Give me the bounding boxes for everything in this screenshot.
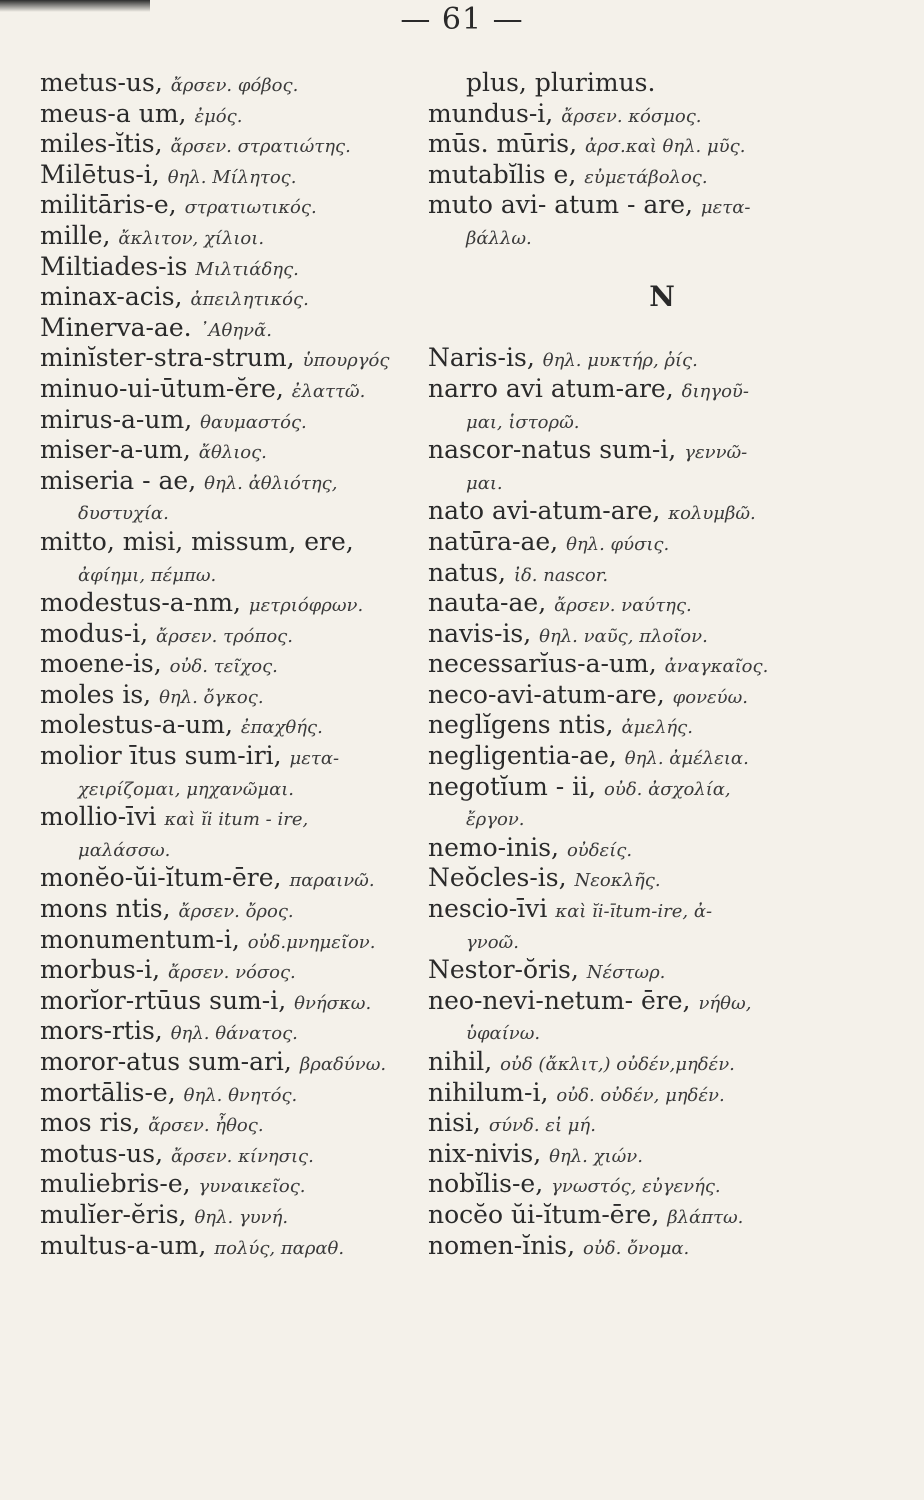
greek-definition: θηλ. ὄγκος. [159, 686, 264, 708]
dictionary-entry-line [40, 588, 420, 619]
dictionary-entry-line [428, 558, 898, 589]
latin-headword: monĕo-ŭi-ĭtum-ēre, [40, 863, 282, 893]
greek-definition: βλάπτω. [667, 1206, 744, 1228]
dictionary-entry-line [40, 955, 420, 986]
dictionary-entry-line [428, 986, 898, 1017]
dictionary-entry-line [40, 1078, 420, 1109]
dictionary-entry-line [428, 1139, 898, 1170]
latin-headword: nihilum-i, [428, 1077, 549, 1107]
dictionary-entry-line [428, 1231, 898, 1262]
left-column [40, 68, 420, 1261]
latin-headword: Milētus-i, [40, 159, 160, 189]
dictionary-entry-line [40, 741, 420, 772]
dictionary-entry-line [40, 680, 420, 711]
greek-definition: στρατιωτικός. [184, 197, 317, 219]
latin-headword: nisi, [428, 1108, 481, 1138]
greek-definition: ἄρσεν. κίνησις. [171, 1145, 314, 1167]
greek-definition: νήθω, [698, 992, 752, 1014]
dictionary-entry-line [428, 252, 898, 283]
latin-headword: moene-is, [40, 649, 162, 679]
dictionary-entry-line [428, 129, 898, 160]
latin-headword: nato avi-atum-are, [428, 496, 661, 526]
dictionary-entry-line [428, 1200, 898, 1231]
latin-headword: negligentia-ae, [428, 741, 617, 771]
latin-headword: minax-acis, [40, 282, 183, 312]
dictionary-entry-line [40, 160, 420, 191]
greek-definition: γνοῶ. [466, 931, 519, 953]
dictionary-entry-line [428, 741, 898, 772]
greek-definition: ἀφίημι, πέμπω. [78, 564, 217, 586]
latin-headword: necessarĭus-a-um, [428, 649, 657, 679]
greek-definition: ἄρσεν. νόσος. [168, 962, 296, 984]
dictionary-entry-line [428, 802, 898, 833]
greek-definition: θηλ. ναῦς, πλοῖον. [539, 625, 708, 647]
greek-definition: οὐδείς. [566, 839, 633, 861]
latin-headword: narro avi atum-are, [428, 373, 674, 403]
greek-definition: μαι. [466, 472, 503, 494]
dictionary-entry-line [40, 619, 420, 650]
latin-headword: mons ntis, [40, 894, 171, 924]
latin-headword: moles is, [40, 679, 152, 709]
latin-headword: mille, [40, 220, 111, 250]
dictionary-entry-line [428, 1078, 898, 1109]
greek-definition: εὐμετάβολος. [584, 166, 708, 188]
greek-definition: χειρίζομαι, μηχανῶμαι. [78, 778, 295, 800]
latin-headword: neglĭgens ntis, [428, 710, 614, 740]
dictionary-entry-line [40, 649, 420, 680]
dictionary-entry-line [40, 99, 420, 130]
greek-definition: βραδύνω. [299, 1054, 387, 1075]
greek-definition: μαι, ἱστορῶ. [466, 411, 580, 433]
dictionary-entry-line [428, 435, 898, 466]
latin-headword: natūra-ae, [428, 526, 559, 556]
section-letter-heading: N [649, 280, 677, 314]
latin-headword: plus, plurimus. [466, 68, 656, 97]
greek-definition: θνήσκω. [294, 992, 372, 1014]
dictionary-entry-line [428, 374, 898, 405]
greek-definition: οὐδ. τεῖχος. [169, 656, 278, 678]
latin-headword: mirus-a-um, [40, 404, 193, 434]
latin-headword: miser-a-um, [40, 435, 191, 465]
dictionary-entry-line [40, 343, 420, 374]
dictionary-entry-line [428, 1047, 898, 1078]
dictionary-entry-line [40, 282, 420, 313]
greek-definition: ἄρσεν. τρόπος. [156, 625, 293, 647]
dictionary-entry-line [40, 925, 420, 956]
dictionary-entry-line [428, 1016, 898, 1047]
latin-headword: motus-us, [40, 1138, 164, 1168]
latin-headword: navis-is, [428, 618, 532, 648]
dictionary-entry-line [40, 710, 420, 741]
latin-headword: Neŏcles-is, [428, 863, 567, 893]
greek-definition: καὶ ĭi itum - ire, [164, 809, 309, 831]
dictionary-entry-line [40, 1016, 420, 1047]
dictionary-entry-line [40, 772, 420, 803]
greek-definition: ᾿Αθηνᾶ. [199, 319, 272, 341]
greek-definition: δυστυχία. [78, 503, 169, 525]
dictionary-entry-line [40, 496, 420, 527]
dictionary-entry-line [428, 1108, 898, 1139]
greek-definition: ἄκλιτον, χίλιοι. [118, 227, 265, 249]
greek-definition: θηλ. μυκτήρ, ῥίς. [542, 350, 698, 372]
latin-headword: molior ītus sum-iri, [40, 741, 282, 771]
greek-definition: ἔργον. [466, 809, 525, 831]
latin-headword: nihil, [428, 1047, 493, 1076]
greek-definition: ἀμελής. [621, 717, 693, 739]
dictionary-entry-line [428, 466, 898, 497]
dictionary-entry-line [40, 1139, 420, 1170]
dictionary-entry-line [428, 527, 898, 558]
latin-headword: miles-ĭtis, [40, 129, 163, 159]
latin-headword: miseria - ae, [40, 465, 197, 495]
greek-definition: ἄρσεν. ἦθος. [148, 1115, 264, 1137]
greek-definition: ἄρσεν. κόσμος. [561, 105, 702, 127]
greek-definition: ὑπουργός [302, 350, 390, 372]
latin-headword: meus-a um, [40, 98, 187, 128]
dictionary-entry-line [40, 1047, 420, 1078]
greek-definition: κολυμβῶ. [668, 503, 756, 525]
latin-headword: nascor-natus sum-i, [428, 435, 677, 465]
latin-headword: metus-us, [40, 68, 163, 97]
dictionary-entry-line [40, 68, 420, 99]
greek-definition: θηλ. ἀθλιότης, [204, 472, 338, 494]
dictionary-entry-line [40, 1169, 420, 1200]
dictionary-entry-line [428, 343, 898, 374]
dictionary-entry-line [40, 986, 420, 1017]
latin-headword: nemo-inis, [428, 832, 559, 862]
latin-headword: nescio-īvi [428, 894, 548, 924]
dictionary-entry-line [40, 252, 420, 283]
latin-headword: muto avi- atum - are, [428, 190, 693, 220]
dictionary-entry-line [40, 466, 420, 497]
dictionary-entry-line [40, 894, 420, 925]
greek-definition: μετα- [289, 748, 340, 770]
greek-definition: ὑφαίνω. [466, 1023, 541, 1045]
greek-definition: μετριόφρων. [248, 595, 364, 617]
greek-definition: φονεύω. [672, 686, 749, 708]
latin-headword: mors-rtis, [40, 1016, 163, 1046]
greek-definition: ἐμός. [194, 105, 243, 127]
latin-headword: mutabĭlis e, [428, 159, 577, 189]
dictionary-entry-line [40, 313, 420, 344]
dictionary-entry-line [40, 405, 420, 436]
greek-definition: ἄρσεν. ὄρος. [178, 901, 294, 923]
latin-headword: mollio-īvi [40, 802, 157, 832]
dictionary-entry-line [428, 894, 898, 925]
greek-definition: ἐπαχθής. [240, 717, 323, 739]
greek-definition: ἀρσ.καὶ θηλ. μῦς. [585, 136, 746, 158]
latin-headword: multus-a-um, [40, 1230, 207, 1260]
latin-headword: morbus-i, [40, 955, 161, 985]
greek-definition: θηλ. γυνή. [194, 1206, 289, 1228]
latin-headword: Minerva-ae. [40, 312, 192, 342]
dictionary-entry-line [428, 833, 898, 864]
latin-headword: mitto, misi, missum, ere, [40, 526, 354, 556]
latin-headword: mundus-i, [428, 98, 554, 128]
dictionary-entry-line [40, 1231, 420, 1262]
greek-definition: γεννῶ- [684, 442, 748, 464]
latin-headword: negotĭum - ii, [428, 771, 597, 801]
dictionary-entry-line [428, 925, 898, 956]
greek-definition: γνωστός, εὐγενής. [551, 1176, 721, 1198]
dictionary-entry-line [428, 190, 898, 221]
dictionary-entry-line [40, 833, 420, 864]
latin-headword: moror-atus sum-ari, [40, 1047, 292, 1076]
latin-headword: mos ris, [40, 1108, 141, 1138]
greek-definition: θηλ. ἀμέλεια. [624, 748, 749, 770]
latin-headword: monumentum-i, [40, 924, 240, 954]
latin-headword: modus-i, [40, 618, 149, 648]
greek-definition: οὐδ (ἄκλιτ,) οὐδέν,μηδέν. [500, 1054, 735, 1075]
greek-definition: μαλάσσω. [78, 839, 171, 861]
greek-definition: θηλ. Μίλητος. [167, 166, 297, 188]
dictionary-entry-line [40, 374, 420, 405]
greek-definition: θηλ. φύσις. [566, 533, 670, 555]
greek-definition: ἀπειλητικός. [190, 289, 309, 311]
latin-headword: modestus-a-nm, [40, 588, 241, 618]
greek-definition: οὐδ.μνημεῖον. [247, 931, 376, 953]
dictionary-entry-line [40, 435, 420, 466]
greek-definition: μετα- [700, 197, 751, 219]
greek-definition: θηλ. θάνατος. [170, 1023, 298, 1045]
dictionary-entry-line [40, 802, 420, 833]
right-column [428, 68, 898, 1261]
greek-definition: θαυμαστός. [200, 411, 307, 433]
dictionary-entry-line [40, 221, 420, 252]
latin-headword: militāris-e, [40, 190, 177, 220]
dictionary-entry-line [428, 588, 898, 619]
latin-headword: nauta-ae, [428, 588, 547, 618]
greek-definition: ἰδ. nascor. [513, 564, 609, 586]
latin-headword: Naris-is, [428, 343, 535, 373]
dictionary-entry-line [428, 160, 898, 191]
dictionary-entry-line [428, 863, 898, 894]
greek-definition: σύνδ. εἰ μή. [488, 1115, 596, 1137]
latin-headword: neo-nevi-netum- ēre, [428, 985, 691, 1015]
latin-headword: Nestor-ŏris, [428, 955, 579, 985]
dictionary-entry-line [428, 221, 898, 252]
greek-definition: ἐλαττῶ. [291, 380, 366, 402]
greek-definition: Νεοκλῆς. [574, 870, 661, 892]
dictionary-entry-line [428, 710, 898, 741]
dictionary-entry-line [428, 955, 898, 986]
dictionary-entry-line [40, 129, 420, 160]
latin-headword: molestus-a-um, [40, 710, 233, 740]
greek-definition: Νέστωρ. [586, 962, 666, 984]
greek-definition: οὐδ. ὄνομα. [583, 1237, 690, 1259]
dictionary-entry-line [428, 405, 898, 436]
latin-headword: muliebris-e, [40, 1169, 191, 1199]
dictionary-entry-line [40, 1108, 420, 1139]
dictionary-entry-line [428, 99, 898, 130]
greek-definition: ἄρσεν. ναύτης. [554, 595, 692, 617]
dictionary-entry-line [40, 527, 420, 558]
dictionary-entry-line [40, 1200, 420, 1231]
latin-headword: minuo-ui-ūtum-ĕre, [40, 373, 284, 403]
greek-definition: βάλλω. [466, 227, 532, 249]
greek-definition: διηγοῦ- [681, 380, 749, 402]
latin-headword: nocĕo ŭi-ĭtum-ēre, [428, 1199, 660, 1229]
latin-headword: mortālis-e, [40, 1077, 176, 1107]
greek-definition: οὐδ. οὐδέν, μηδέν. [556, 1084, 725, 1106]
latin-headword: Miltiades-is [40, 251, 188, 281]
latin-headword: neco-avi-atum-are, [428, 679, 665, 709]
latin-headword: mūs. mūris, [428, 129, 578, 159]
greek-definition: θηλ. χιών. [549, 1145, 643, 1167]
greek-definition: ἄρσεν. φόβος. [170, 75, 299, 96]
greek-definition: γυναικεῖος. [198, 1176, 306, 1198]
latin-headword: nomen-ĭnis, [428, 1230, 576, 1260]
greek-definition: ἄρσεν. στρατιώτης. [170, 136, 351, 158]
dictionary-entry-line [428, 680, 898, 711]
dictionary-entry-line [428, 496, 898, 527]
latin-headword: natus, [428, 557, 506, 587]
dictionary-entry-line [428, 772, 898, 803]
latin-headword: morĭor-rtūus sum-i, [40, 985, 287, 1015]
dictionary-entry-line [40, 863, 420, 894]
greek-definition: ἄθλιος. [198, 442, 267, 464]
dictionary-entry-line [40, 558, 420, 589]
dictionary-entry-line [40, 190, 420, 221]
page-number: — 61 — [400, 2, 524, 37]
greek-definition: πολύς, παραθ. [214, 1237, 345, 1259]
latin-headword: nobĭlis-e, [428, 1169, 544, 1199]
greek-definition: οὐδ. ἀσχολία, [604, 778, 731, 800]
latin-headword: mulĭer-ĕris, [40, 1199, 187, 1229]
greek-definition: καὶ ĭi-ītum-ire, ἀ- [555, 901, 713, 923]
dictionary-entry-line [428, 619, 898, 650]
greek-definition: παραινῶ. [289, 870, 375, 892]
dictionary-entry-line [428, 313, 898, 344]
dictionary-entry-line [428, 649, 898, 680]
greek-definition: ἀναγκαῖος. [664, 656, 769, 678]
dictionary-entry-line [428, 1169, 898, 1200]
dictionary-entry-line [428, 68, 898, 99]
latin-headword: minĭster-stra-strum, [40, 343, 295, 373]
dictionary-entry-line [428, 282, 898, 313]
greek-definition: Μιλτιάδης. [195, 258, 299, 280]
greek-definition: θηλ. θνητός. [183, 1084, 298, 1106]
latin-headword: nix-nivis, [428, 1138, 542, 1168]
